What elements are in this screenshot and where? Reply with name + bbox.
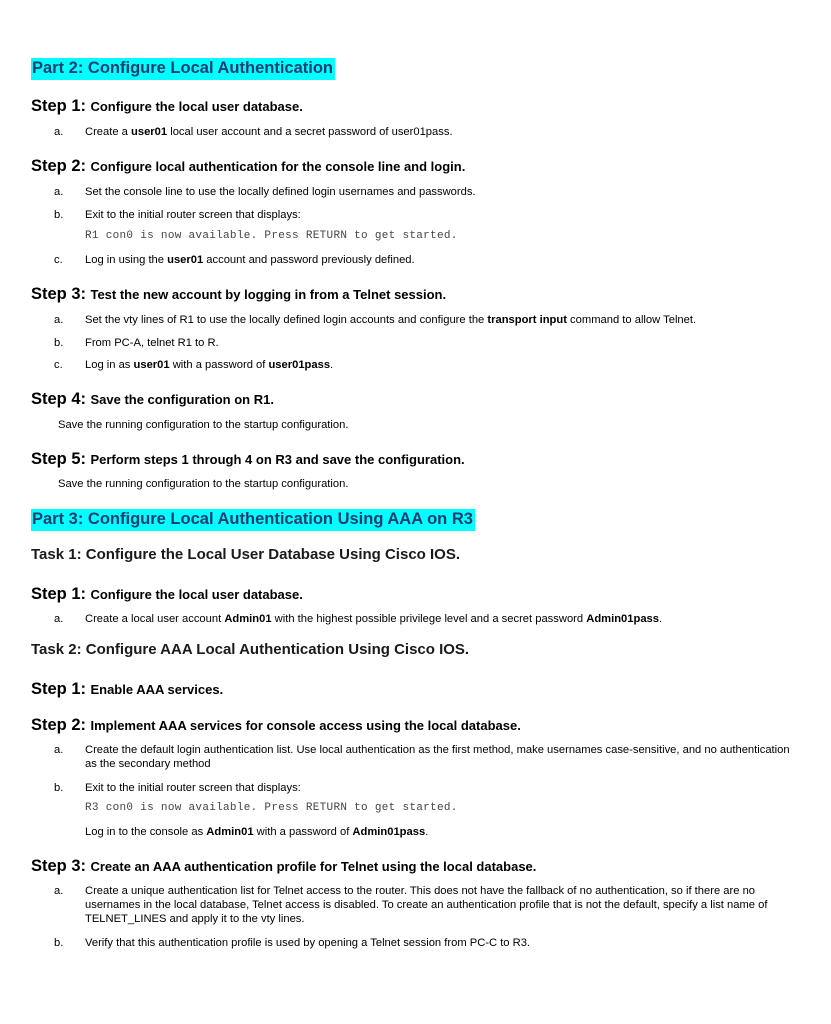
- task2-heading: Task 2: Configure AAA Local Authentication Using Cisco IOS.: [31, 641, 470, 658]
- item-text: with the highest possible privilege level and a secret password: [271, 613, 587, 625]
- item-text: .: [330, 359, 334, 371]
- step-title: Create an AAA authentication profile for Telnet using the local database.: [90, 859, 537, 874]
- item-text: Create a: [85, 126, 132, 138]
- item-label: b.: [54, 782, 64, 794]
- item-text: .: [425, 826, 429, 838]
- item-text: Log in using the: [85, 254, 168, 266]
- item-label: a.: [54, 186, 64, 198]
- p2-step2-heading: [31, 156, 465, 177]
- item-bold: user01: [133, 359, 170, 371]
- item-text: From PC-A, telnet R1 to R.: [85, 337, 219, 349]
- p2-step4-heading: [31, 389, 274, 410]
- step-number: Step 1:: [31, 97, 87, 115]
- item-text: with a password of: [253, 826, 353, 838]
- step-number: Step 3:: [31, 285, 87, 303]
- p2-step5-heading: [31, 449, 465, 470]
- item-text: command to allow Telnet.: [566, 314, 697, 326]
- item-text: Set the vty lines of R1 to use the locally defined login accounts and configure the: [85, 314, 488, 326]
- item-bold: Admin01: [224, 613, 272, 625]
- item-text: Set the console line to use the locally defined login usernames and passwords.: [85, 186, 476, 198]
- task1-heading: Task 1: Configure the Local User Database Using Cisco IOS.: [31, 546, 461, 563]
- step-title: Perform steps 1 through 4 on R3 and save the configuration.: [90, 452, 465, 467]
- item-bold: Admin01pass: [586, 613, 659, 625]
- item-text: Create a unique authentication list for Telnet access to the router. This does not have the fallback of no authentication, so if there are no usernames in the local database, Telnet access is disabled. To create an authentication profile that is not the default, specify a list name of TELNET_LINES and apply it to the vty lines.: [85, 885, 768, 925]
- item-label: a.: [54, 613, 64, 625]
- item-text: Create a local user account: [85, 613, 225, 625]
- item-label: b.: [54, 937, 64, 949]
- item-text: local user account and a secret password of user01pass.: [167, 126, 453, 138]
- step-number: Step 1:: [31, 680, 87, 698]
- item-bold: Admin01: [206, 826, 254, 838]
- item-bold: transport input: [487, 314, 567, 326]
- step-title: Test the new account by logging in from a Telnet session.: [90, 287, 447, 302]
- p2-step3-heading: [31, 284, 446, 305]
- p2-step5-body: Save the running configuration to the startup configuration.: [58, 478, 349, 490]
- item-text: Log in to the console as: [85, 826, 207, 838]
- item-text: Exit to the initial router screen that displays:: [85, 209, 301, 221]
- step-title: Configure the local user database.: [90, 99, 303, 114]
- console-output: R1 con0 is now available. Press RETURN to get started.: [85, 230, 458, 242]
- item-bold: Admin01pass: [352, 826, 426, 838]
- step-title: Implement AAA services for console access using the local database.: [90, 718, 521, 733]
- item-text: Verify that this authentication profile is used by opening a Telnet session from PC-C to R3.: [85, 937, 531, 949]
- step-title: Configure the local user database.: [90, 587, 303, 602]
- item-text: Create the default login authentication list. Use local authentication as the first method, make usernames case-sensitive, and no authentication as the secondary method: [85, 744, 790, 770]
- item-bold: user01pass: [268, 359, 331, 371]
- item-label: a.: [54, 885, 64, 897]
- item-bold: user01: [131, 126, 168, 138]
- item-label: b.: [54, 209, 64, 221]
- item-text: account and password previously defined.: [203, 254, 415, 266]
- step-number: Step 2:: [31, 157, 87, 175]
- p2-step1-heading: [31, 96, 303, 117]
- step-title: Save the configuration on R1.: [90, 392, 274, 407]
- step-title: Configure local authentication for the console line and login.: [90, 159, 466, 174]
- part2-heading: Part 2: Configure Local Authentication: [31, 58, 335, 80]
- p3-t2-step1-heading: [31, 679, 223, 700]
- p3-t1-step1-heading: [31, 584, 303, 605]
- item-label: a.: [54, 126, 64, 138]
- item-label: b.: [54, 337, 64, 349]
- p3-t2-step2-login: [85, 825, 428, 839]
- step-number: Step 1:: [31, 585, 87, 603]
- item-label: c.: [54, 359, 63, 371]
- step-title: Enable AAA services.: [90, 682, 224, 697]
- p2-step4-body: Save the running configuration to the startup configuration.: [58, 419, 349, 431]
- item-label: a.: [54, 744, 64, 756]
- item-text: Log in as: [85, 359, 134, 371]
- item-text: Exit to the initial router screen that displays:: [85, 782, 301, 794]
- p3-t2-step2-heading: [31, 715, 521, 736]
- item-text: .: [658, 613, 663, 625]
- step-number: Step 4:: [31, 390, 87, 408]
- step-number: Step 2:: [31, 716, 87, 734]
- part3-heading: Part 3: Configure Local Authentication Using AAA on R3: [31, 509, 475, 531]
- p3-t2-step3-heading: [31, 856, 536, 877]
- item-text: with a password of: [169, 359, 269, 371]
- item-bold: user01: [167, 254, 204, 266]
- step-number: Step 5:: [31, 450, 87, 468]
- item-label: a.: [54, 314, 64, 326]
- step-number: Step 3:: [31, 857, 87, 875]
- console-output: R3 con0 is now available. Press RETURN to get started.: [85, 802, 458, 814]
- item-label: c.: [54, 254, 63, 266]
